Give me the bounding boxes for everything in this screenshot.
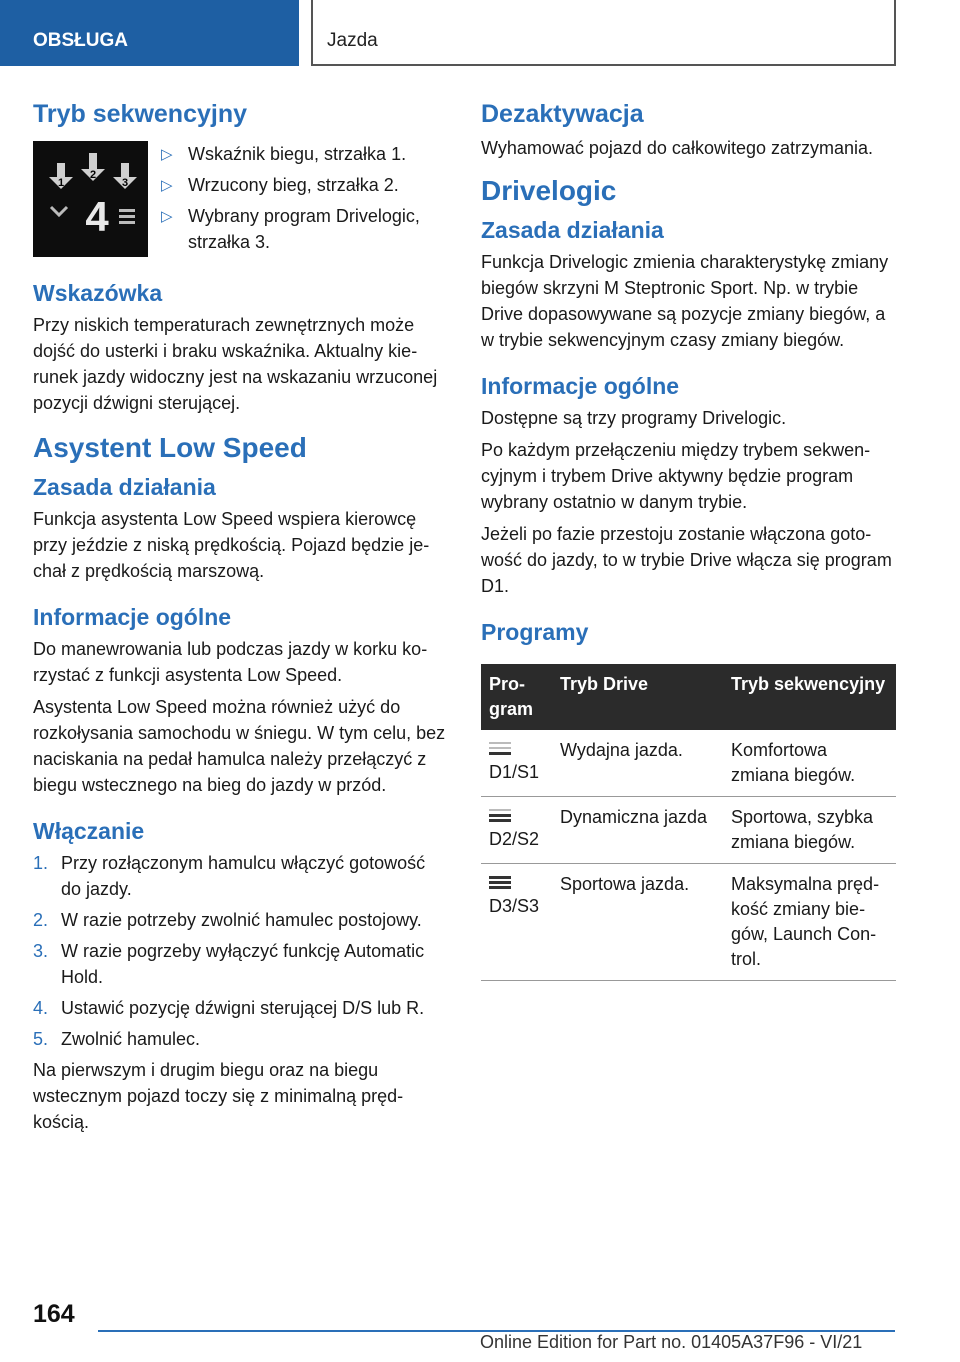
list-item: 5. Zwolnić hamulec. (33, 1029, 201, 1049)
drivelogic-info-paragraph-3: Jeżeli po fazie przestoju zostanie włączona gotowość do jazdy, to w trybie Drive włącza się program D1. (481, 524, 892, 596)
programs-heading: Programy (481, 619, 589, 645)
drive-mode-cell: Sportowa jazda. (552, 864, 723, 981)
drivelogic-info-heading: Informacje ogólne (481, 373, 680, 399)
list-item: ▷ Wybrany program Drivelogic, strzałka 3. (161, 206, 420, 252)
note-heading: Wskazówka (33, 280, 163, 306)
drive-mode-cell: Dynamiczna jazda (552, 797, 723, 864)
sequential-mode-cell: Komfortowa zmiana biegów. (723, 730, 896, 797)
program-cell: D3/S3 (481, 864, 552, 981)
arrow-label-3: 3 (121, 177, 129, 189)
table-header: Tryb sekwencyjny (723, 664, 896, 730)
sequential-mode-list (161, 141, 448, 260)
drivelogic-principle-text: Funkcja Drivelogic zmienia charakterystykę zmiany biegów skrzyni M Steptronic Sport. Np. w trybie Drive dopasowywane są pozycje zmiany biegów, a w trybie sekwencyjnym czasy zmiany biegów. (481, 252, 889, 350)
list-item: 4. Ustawić pozycję dźwigni sterującej D/S lub R. (33, 998, 425, 1018)
table-header: Tryb Drive (552, 664, 723, 730)
list-item: 1. Przy rozłączonym hamulcu włączyć gotowość do jazdy. (33, 853, 426, 899)
drivelogic-info-paragraph-2: Po każdym przełączeniu między trybem sekwencyjnym i trybem Drive aktywny będzie program wybrany ostatnio w danym trybie. (481, 440, 871, 512)
drivelogic-info-paragraph-1: Dostępne są trzy programy Drivelogic. (481, 408, 787, 428)
deactivation-heading: Dezaktywacja (481, 100, 644, 128)
note-text: Przy niskich temperaturach zewnętrznych może dojść do usterki i braku wskaźnika. Aktualny kierunek jazdy widoczny jest na wskazaniu wrzuconej pozycji dźwigni sterującej. (33, 315, 438, 413)
edition-info: Online Edition for Part no. 01405A37F96 - VI/21 (480, 1332, 863, 1352)
triangle-bullet-icon: ▷ (161, 177, 173, 194)
drivelogic-principle-heading: Zasada działania (481, 217, 664, 243)
table-row (481, 730, 896, 797)
arrow-label-1: 1 (57, 177, 65, 189)
right-column (481, 100, 896, 981)
drivelogic-2-bar-icon (489, 805, 513, 825)
page-number: 164 (33, 1300, 75, 1328)
triangle-bullet-icon: ▷ (161, 146, 173, 163)
activation-heading: Włączanie (33, 818, 145, 844)
left-column (33, 100, 448, 1141)
gear-number: 4 (85, 193, 109, 240)
deactivation-text: Wyhamować pojazd do całkowitego zatrzymania. (481, 138, 874, 158)
gear-display-image (33, 141, 148, 257)
program-cell: D1/S1 (481, 730, 552, 797)
chapter-tab: Jazda (311, 0, 896, 66)
als-principle-heading: Zasada działania (33, 474, 216, 500)
table-header: Program (481, 664, 552, 730)
activation-steps (33, 850, 448, 1052)
table-header-row (481, 664, 896, 730)
table-row (481, 864, 896, 981)
drivelogic-heading: Drivelogic (481, 175, 617, 206)
arrow-label-2: 2 (89, 169, 97, 181)
programs-table (481, 664, 896, 981)
sequential-mode-cell: Maksymalna prędkość zmiany biegów, Launch Control. (723, 864, 896, 981)
page-header (0, 0, 960, 66)
als-info-paragraph-1: Do manewrowania lub podczas jazdy w korku korzystać z funkcji asystenta Low Speed. (33, 639, 428, 685)
drivelogic-3-bar-icon (489, 872, 513, 892)
list-item: ▷ Wskaźnik biegu, strzałka 1. (161, 141, 448, 167)
triangle-bullet-icon: ▷ (161, 208, 173, 225)
list-item: 3. W razie pogrzeby wyłączyć funkcję Automatic Hold. (33, 941, 425, 987)
gear-indicator-arrow-icon (33, 141, 148, 257)
drive-mode-cell: Wydajna jazda. (552, 730, 723, 797)
als-principle-text: Funkcja asystenta Low Speed wspiera kierowcę przy jeździe z niską prędkością. Pojazd będzie jechał z prędkością marszową. (33, 509, 430, 581)
sequential-mode-block (33, 141, 448, 260)
sequential-mode-heading: Tryb sekwencyjny (33, 100, 248, 128)
als-info-heading: Informacje ogólne (33, 604, 232, 630)
sequential-mode-cell: Sportowa, szybka zmiana biegów. (723, 797, 896, 864)
activation-note: Na pierwszym i drugim biegu oraz na biegu wstecznym pojazd toczy się z minimalną prędkością. (33, 1060, 404, 1132)
table-row (481, 797, 896, 864)
list-item: 2. W razie potrzeby zwolnić hamulec postojowy. (33, 910, 422, 930)
low-speed-assistant-heading: Asystent Low Speed (33, 432, 307, 463)
drivelogic-1-bar-icon (489, 738, 513, 758)
program-cell: D2/S2 (481, 797, 552, 864)
list-item: ▷ Wrzucony bieg, strzałka 2. (161, 172, 448, 198)
section-tab: OBSŁUGA (0, 0, 299, 66)
als-info-paragraph-2: Asystenta Low Speed można również użyć do rozkołysania samochodu w śniegu. W tym celu, bez naciskania na pedał hamulca należy przełączyć z biegu wstecznego na bieg do jazdy w przód. (33, 697, 446, 795)
